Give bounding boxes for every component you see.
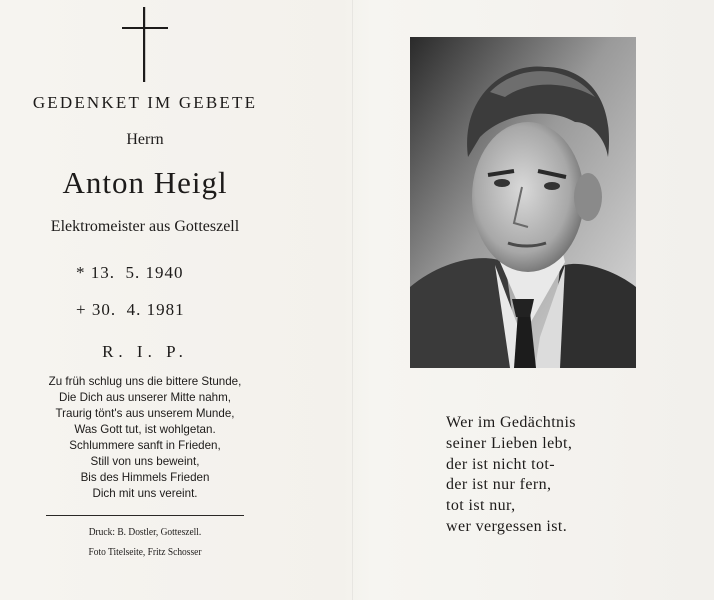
death-date: + 30. 4. 1981	[76, 300, 185, 319]
birth-date: * 13. 5. 1940	[76, 263, 184, 282]
occupation: Elektromeister aus Gotteszell	[50, 218, 240, 235]
photo-credit: Foto Titelseite, Fritz Schosser	[88, 546, 202, 558]
poem-line: Zu früh schlug uns die bittere Stunde,	[48, 375, 242, 388]
deceased-name: Anton Heigl	[62, 165, 228, 200]
poem-line: Dich mit uns vereint.	[92, 487, 198, 500]
poem-line: Schlummere sanft in Frieden,	[69, 439, 221, 452]
salutation: Herrn	[126, 131, 164, 148]
poem-line: Die Dich aus unserer Mitte nahm,	[58, 391, 232, 404]
divider	[46, 515, 244, 516]
poem-line: Bis des Himmels Frieden	[80, 471, 210, 484]
poem-line: Traurig tönt's aus unserem Munde,	[55, 407, 235, 420]
card-fold	[352, 0, 353, 600]
quote-line: der ist nur fern,	[446, 476, 552, 494]
print-credit: Druck: B. Dostler, Gotteszell.	[88, 526, 202, 538]
quote-line: der ist nicht tot-	[446, 455, 555, 473]
quote-line: wer vergessen ist.	[446, 517, 568, 535]
quote-line: tot ist nur,	[446, 497, 516, 515]
poem	[10, 374, 280, 502]
memorial-quote	[446, 413, 686, 538]
poem-line: Was Gott tut, ist wohlgetan.	[74, 423, 216, 436]
quote-line: Wer im Gedächtnis	[446, 414, 576, 431]
poem-line: Still von uns beweint,	[90, 455, 200, 468]
heading: GEDENKET IM GEBETE	[32, 93, 258, 112]
credits	[46, 522, 244, 562]
portrait-photo	[410, 37, 636, 368]
rip-text: R. I. P.	[102, 342, 188, 361]
quote-line: seiner Lieben lebt,	[446, 434, 573, 452]
cross-icon	[122, 7, 168, 82]
